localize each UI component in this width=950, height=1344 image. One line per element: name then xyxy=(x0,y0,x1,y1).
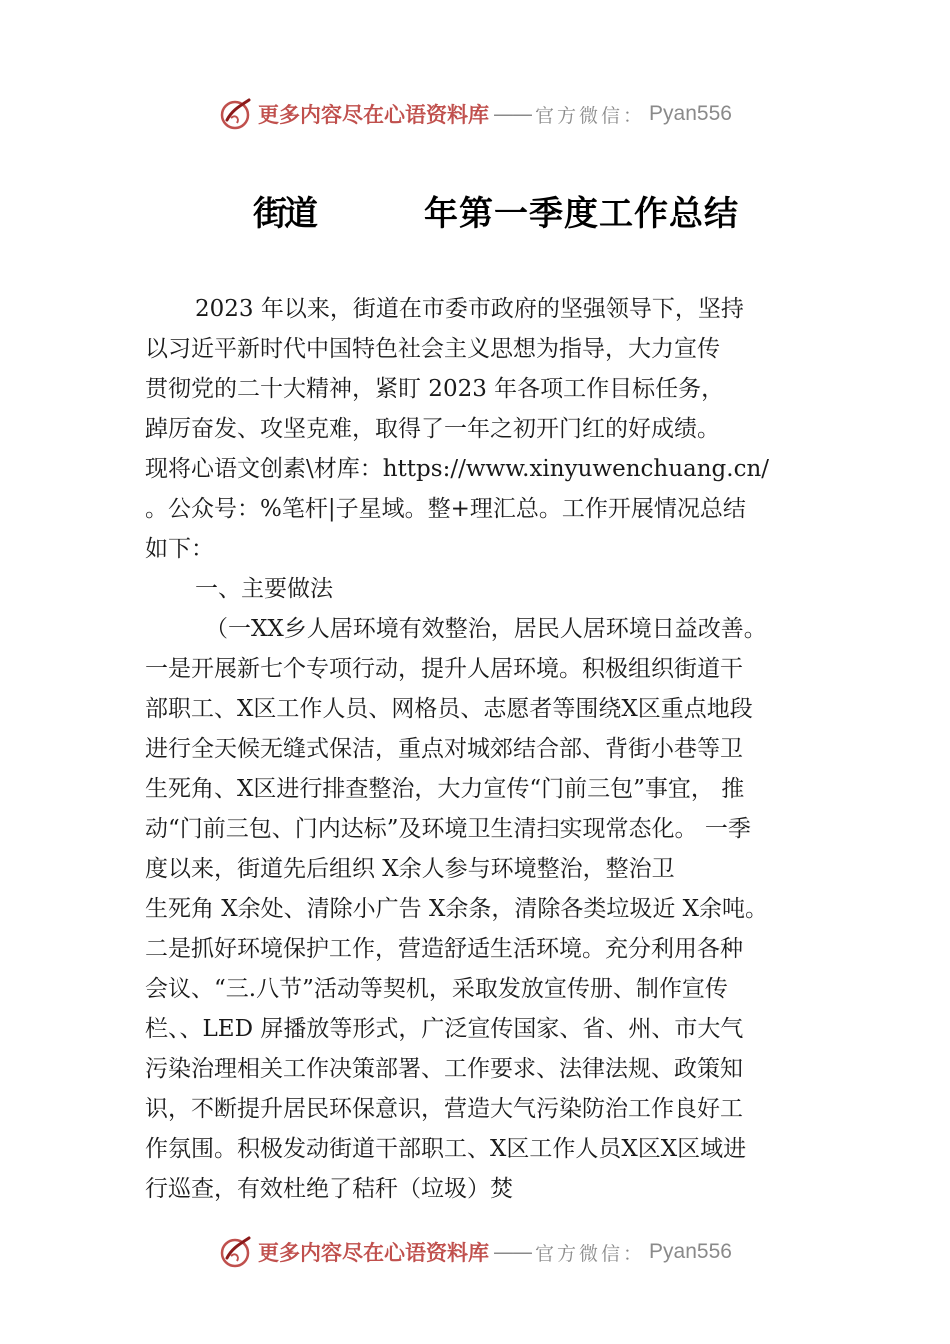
subsection-heading: （一XX乡人居环境有效整治，居民人居环境日益改善。 xyxy=(205,616,767,642)
text-line: 生死角、X区进行排查整治，大力宣传“门前三包”事宜， 推 xyxy=(145,776,745,802)
text-line: 现将心语文创素\材库：https://www.xinyuwenchuang.cn/ xyxy=(145,456,770,482)
title-part-1: 街道 xyxy=(253,194,315,234)
text-line: 识，不断提升居民环保意识，营造大气污染防治工作良好工 xyxy=(145,1096,743,1122)
text-line: 生死角 X余处、清除小广告 X余条，清除各类垃圾近 X余吨。 xyxy=(145,896,769,922)
watermark-label: 官方微信： xyxy=(535,104,646,127)
watermark-text: 更多内容尽在心语资料库 xyxy=(258,1240,490,1265)
text-line: 如下： xyxy=(145,536,214,562)
text-line: 进行全天候无缝式保洁，重点对城郊结合部、背街小巷等卫 xyxy=(145,736,743,762)
text-line: 2023 年以来，街道在市委市政府的坚强领导下，坚持 xyxy=(195,296,744,322)
text-line: 作氛围。积极发动街道干部职工、X区工作人员X区X区域进 xyxy=(145,1136,747,1162)
footer-watermark-banner xyxy=(0,1232,950,1272)
section-heading: 一、主要做法 xyxy=(195,576,333,602)
text-line: 污染治理相关工作决策部署、工作要求、法律法规、政策知 xyxy=(145,1056,743,1082)
text-line: 以习近平新时代中国特色社会主义思想为指导，大力宣传 xyxy=(145,336,720,362)
text-line: 。公众号：%笔杆|子星域。整+理汇总。工作开展情况总结 xyxy=(145,496,746,522)
page-title xyxy=(0,186,950,236)
text-line: 贯彻党的二十大精神，紧盯 2023 年各项工作目标任务， xyxy=(145,376,725,402)
text-line: 踔厉奋发、攻坚克难，取得了一年之初开门红的好成绩。 xyxy=(145,416,720,442)
watermark-id: Pyan556 xyxy=(649,1240,732,1263)
brush-logo-icon xyxy=(218,96,254,132)
text-line: 行巡查，有效杜绝了秸秆（垃圾）焚 xyxy=(145,1176,513,1202)
watermark-dash: —— xyxy=(493,102,532,126)
text-line: 栏、、LED 屏播放等形式，广泛宣传国家、省、州、市大气 xyxy=(145,1016,744,1042)
text-line: 部职工、X区工作人员、网格员、志愿者等围绕X区重点地段 xyxy=(145,696,753,722)
watermark-id: Pyan556 xyxy=(649,102,732,125)
watermark-label: 官方微信： xyxy=(535,1242,646,1265)
text-line: 一是开展新七个专项行动，提升人居环境。积极组织街道干 xyxy=(145,656,743,682)
header-watermark-banner xyxy=(0,94,950,134)
title-part-2: 年第一季度工作总结 xyxy=(424,194,739,234)
brush-logo-icon xyxy=(218,1234,254,1270)
watermark-dash: —— xyxy=(493,1240,532,1264)
watermark-text: 更多内容尽在心语资料库 xyxy=(258,102,490,127)
text-line: 动“门前三包、门内达标”及环境卫生清扫实现常态化。 一季 xyxy=(145,816,751,842)
text-line: 二是抓好环境保护工作，营造舒适生活环境。充分利用各种 xyxy=(145,936,743,962)
text-line: 度以来，街道先后组织 X余人参与环境整治，整治卫 xyxy=(145,856,675,882)
document-body xyxy=(145,289,845,1209)
text-line: 会议、“三.八节”活动等契机，采取发放宣传册、制作宣传 xyxy=(145,976,728,1002)
